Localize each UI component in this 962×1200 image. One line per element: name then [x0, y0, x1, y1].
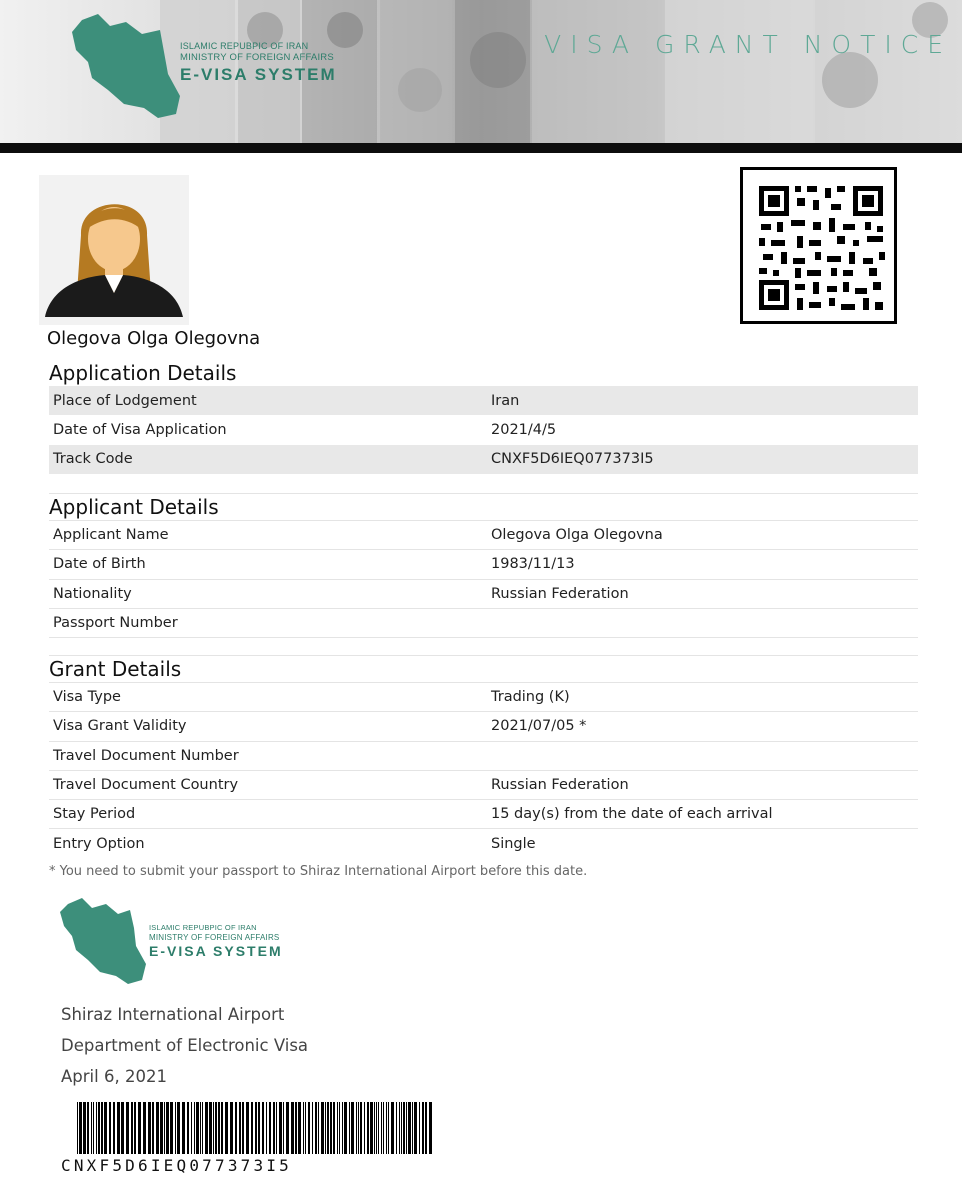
table-row: [49, 800, 918, 829]
barcode-bar: [356, 1102, 357, 1154]
barcode-bar: [408, 1102, 411, 1154]
barcode-bar: [308, 1102, 310, 1154]
barcode-bar: [83, 1102, 86, 1154]
section-divider: [49, 493, 918, 494]
application-details-table: [49, 386, 918, 474]
barcode-bar: [156, 1102, 159, 1154]
barcode-bar: [213, 1102, 214, 1154]
barcode-bar: [242, 1102, 244, 1154]
logo-line-ministry: MINISTRY OF FOREIGN AFFAIRS: [180, 52, 334, 63]
table-row: [49, 829, 918, 858]
barcode-bar: [93, 1102, 94, 1154]
qr-code: [740, 167, 897, 324]
barcode-bar: [191, 1102, 192, 1154]
barcode-bar: [327, 1102, 329, 1154]
row-value: 2021/07/05 *: [491, 718, 587, 735]
table-row: [49, 386, 918, 415]
row-label: Date of Birth: [53, 556, 146, 573]
row-value: Russian Federation: [491, 585, 629, 602]
barcode-bar: [109, 1102, 111, 1154]
barcode-bar: [230, 1102, 233, 1154]
barcode-bar: [333, 1102, 335, 1154]
applicant-name-heading: Olegova Olga Olegovna: [47, 328, 261, 349]
logo-line-country: ISLAMIC REPUBPIC OF IRAN: [149, 923, 257, 932]
logo-line-ministry: MINISTRY OF FOREIGN AFFAIRS: [149, 933, 280, 942]
row-value: Russian Federation: [491, 777, 629, 794]
barcode-bar: [367, 1102, 369, 1154]
barcode-bar: [202, 1102, 203, 1154]
barcode-bar: [104, 1102, 107, 1154]
barcode-bar: [298, 1102, 301, 1154]
barcode-bar: [194, 1102, 195, 1154]
application-details-title: Application Details: [49, 361, 237, 385]
table-row: [49, 521, 918, 550]
barcode-bar: [143, 1102, 146, 1154]
qr-code-icon: [743, 170, 894, 321]
barcode: [77, 1102, 437, 1154]
notice-title: VISA GRANT NOTICE: [544, 30, 952, 59]
barcode-bar: [87, 1102, 89, 1154]
row-label: Nationality: [53, 585, 132, 602]
applicant-photo: [39, 175, 189, 325]
barcode-bar: [396, 1102, 397, 1154]
barcode-bar: [358, 1102, 359, 1154]
barcode-bar: [360, 1102, 362, 1154]
table-row: [49, 609, 918, 638]
barcode-bar: [349, 1102, 350, 1154]
barcode-bar: [388, 1102, 389, 1154]
barcode-bar: [291, 1102, 294, 1154]
barcode-bar: [364, 1102, 365, 1154]
barcode-bar: [187, 1102, 189, 1154]
barcode-bar: [255, 1102, 257, 1154]
barcode-bar: [279, 1102, 282, 1154]
barcode-bar: [200, 1102, 201, 1154]
barcode-bar: [391, 1102, 394, 1154]
row-value: Olegova Olga Olegovna: [491, 527, 663, 544]
barcode-bar: [126, 1102, 129, 1154]
row-value: Trading (K): [491, 689, 570, 706]
iran-map-icon: [68, 12, 186, 127]
barcode-bar: [269, 1102, 271, 1154]
barcode-bar: [303, 1102, 304, 1154]
barcode-bar: [381, 1102, 382, 1154]
table-row: [49, 580, 918, 609]
barcode-bar: [305, 1102, 306, 1154]
row-value: 2021/4/5: [491, 421, 557, 438]
logo-line-country: ISLAMIC REPUBPIC OF IRAN: [180, 41, 309, 51]
barcode-bar: [121, 1102, 124, 1154]
row-label: Place of Lodgement: [53, 392, 197, 409]
barcode-bar: [221, 1102, 223, 1154]
barcode-bar: [117, 1102, 120, 1154]
barcode-bar: [152, 1102, 154, 1154]
barcode-bar: [337, 1102, 338, 1154]
barcode-bar: [406, 1102, 407, 1154]
barcode-bar: [77, 1102, 78, 1154]
table-row: [49, 445, 918, 474]
row-value: Iran: [491, 392, 520, 409]
barcode-bar: [376, 1102, 377, 1154]
barcode-bar: [399, 1102, 400, 1154]
row-label: Passport Number: [53, 615, 178, 632]
barcode-bar: [321, 1102, 324, 1154]
barcode-bar: [101, 1102, 103, 1154]
row-value: Single: [491, 836, 536, 853]
barcode-bar: [205, 1102, 208, 1154]
barcode-bar: [295, 1102, 297, 1154]
barcode-bar: [312, 1102, 313, 1154]
barcode-bar: [96, 1102, 97, 1154]
header-banner: [0, 0, 962, 143]
barcode-bar: [138, 1102, 141, 1154]
table-row: [49, 415, 918, 444]
barcode-bar: [209, 1102, 212, 1154]
barcode-bar: [414, 1102, 417, 1154]
row-label: Date of Visa Application: [53, 421, 227, 438]
barcode-bar: [239, 1102, 241, 1154]
barcode-bar: [215, 1102, 217, 1154]
row-value: 1983/11/13: [491, 556, 575, 573]
barcode-bar: [429, 1102, 432, 1154]
barcode-bar: [351, 1102, 354, 1154]
row-label: Travel Document Number: [53, 747, 239, 764]
table-row: [49, 771, 918, 800]
barcode-bar: [276, 1102, 277, 1154]
validity-footnote: * You need to submit your passport to Shiraz International Airport before this date.: [49, 864, 588, 879]
barcode-bar: [196, 1102, 199, 1154]
header-divider: [0, 143, 962, 153]
barcode-text: CNXF5D6IEQ077373I5: [61, 1156, 292, 1175]
row-value: CNXF5D6IEQ077373I5: [491, 451, 654, 468]
barcode-bar: [286, 1102, 289, 1154]
barcode-bar: [91, 1102, 92, 1154]
barcode-bar: [318, 1102, 319, 1154]
barcode-bar: [374, 1102, 375, 1154]
logo-line-system: E-VISA SYSTEM: [180, 65, 337, 84]
issue-date: April 6, 2021: [61, 1067, 167, 1086]
barcode-bar: [425, 1102, 427, 1154]
barcode-bar: [412, 1102, 413, 1154]
table-row: [49, 550, 918, 579]
row-label: Travel Document Country: [53, 777, 239, 794]
barcode-bar: [246, 1102, 249, 1154]
issuing-office: Shiraz International Airport: [61, 1005, 285, 1024]
barcode-bar: [131, 1102, 133, 1154]
barcode-bar: [266, 1102, 267, 1154]
barcode-bar: [177, 1102, 180, 1154]
barcode-bar: [273, 1102, 275, 1154]
barcode-bar: [325, 1102, 326, 1154]
avatar-icon: [39, 175, 189, 325]
section-divider: [49, 655, 918, 656]
table-row: [49, 712, 918, 741]
table-row: [49, 742, 918, 771]
barcode-bar: [419, 1102, 420, 1154]
barcode-bar: [98, 1102, 100, 1154]
logo-line-system: E-VISA SYSTEM: [149, 943, 283, 959]
barcode-bar: [258, 1102, 260, 1154]
barcode-bar: [370, 1102, 373, 1154]
row-value: 15 day(s) from the date of each arrival: [491, 806, 773, 823]
barcode-bar: [342, 1102, 343, 1154]
barcode-bar: [262, 1102, 264, 1154]
barcode-bar: [251, 1102, 253, 1154]
applicant-details-title: Applicant Details: [49, 495, 219, 519]
barcode-bar: [134, 1102, 136, 1154]
barcode-bar: [164, 1102, 165, 1154]
barcode-bar: [403, 1102, 405, 1154]
barcode-bar: [330, 1102, 332, 1154]
table-row: [49, 683, 918, 712]
barcode-bar: [315, 1102, 317, 1154]
barcode-bar: [344, 1102, 347, 1154]
issuing-department: Department of Electronic Visa: [61, 1036, 309, 1055]
row-label: Stay Period: [53, 806, 136, 823]
barcode-bar: [235, 1102, 237, 1154]
grant-details-table: [49, 682, 918, 859]
barcode-bar: [166, 1102, 169, 1154]
barcode-bar: [182, 1102, 185, 1154]
barcode-bar: [422, 1102, 424, 1154]
barcode-bar: [160, 1102, 163, 1154]
barcode-bar: [383, 1102, 384, 1154]
barcode-bar: [175, 1102, 176, 1154]
row-label: Applicant Name: [53, 527, 169, 544]
iran-map-icon: [58, 894, 148, 990]
barcode-bar: [225, 1102, 228, 1154]
barcode-bar: [113, 1102, 115, 1154]
row-label: Visa Type: [53, 689, 121, 706]
barcode-bar: [170, 1102, 173, 1154]
applicant-details-table: [49, 520, 918, 638]
barcode-bar: [283, 1102, 284, 1154]
row-label: Entry Option: [53, 836, 145, 853]
barcode-bar: [339, 1102, 340, 1154]
barcode-bar: [386, 1102, 387, 1154]
row-label: Track Code: [53, 451, 133, 468]
barcode-bar: [401, 1102, 402, 1154]
grant-details-title: Grant Details: [49, 657, 182, 681]
barcode-bar: [218, 1102, 220, 1154]
barcode-bar: [378, 1102, 379, 1154]
barcode-bar: [148, 1102, 151, 1154]
barcode-bar: [79, 1102, 82, 1154]
row-label: Visa Grant Validity: [53, 718, 187, 735]
